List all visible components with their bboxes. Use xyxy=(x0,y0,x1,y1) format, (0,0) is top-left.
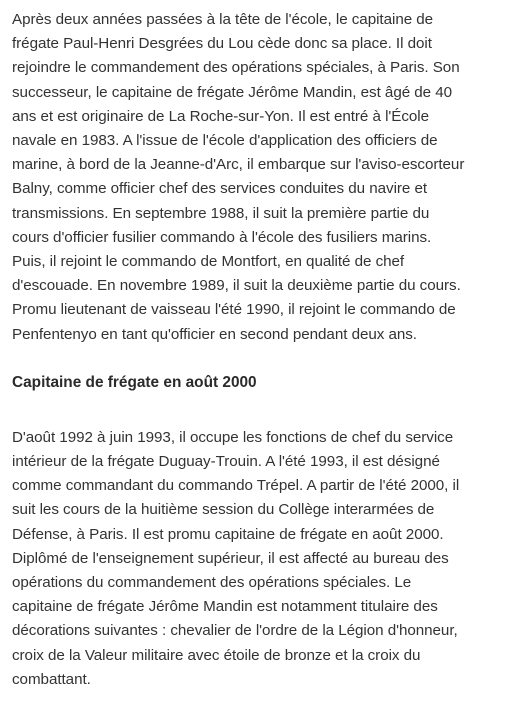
paragraph-line: Défense, à Paris. Il est promu capitaine de frégate en août 2000. xyxy=(12,525,444,543)
paragraph-line: cours d'officier fusilier commando à l'école des fusiliers marins. xyxy=(12,228,432,246)
paragraph-line: Puis, il rejoint le commando de Montfort, en qualité de chef xyxy=(12,253,405,271)
paragraph-line: intérieur de la frégate Duguay-Trouin. A l'été 1993, il est désigné xyxy=(12,453,440,471)
paragraph-line: Diplômé de l'enseignement supérieur, il est affecté au bureau des xyxy=(12,549,449,567)
paragraph-line: Après deux années passées à la tête de l'école, le capitaine de xyxy=(12,11,434,28)
paragraph-line: opérations du commandement des opérations spéciales. Le xyxy=(12,574,412,592)
paragraph-2 xyxy=(12,426,499,692)
paragraph-line: suit les cours de la huitième session du Collège interarmées de xyxy=(12,501,435,519)
paragraph-line: décorations suivantes : chevalier de l'ordre de la Légion d'honneur, xyxy=(12,622,458,640)
paragraph-line: rejoindre le commandement des opérations spéciales, à Paris. Son xyxy=(12,59,460,77)
paragraph-line: marine, à bord de la Jeanne-d'Arc, il embarque sur l'aviso-escorteur xyxy=(12,156,465,174)
paragraph-line: Penfentenyo en tant qu'officier en second pendant deux ans. xyxy=(12,325,417,343)
paragraph-1 xyxy=(12,8,499,347)
paragraph-line: frégate Paul-Henri Desgrées du Lou cède donc sa place. Il doit xyxy=(12,35,432,53)
paragraph-line: successeur, le capitaine de frégate Jérôme Mandin, est âgé de 40 xyxy=(12,83,453,101)
paragraph-line: comme commandant du commando Trépel. A partir de l'été 2000, il xyxy=(12,477,460,495)
paragraph-line: transmissions. En septembre 1988, il suit la première partie du xyxy=(12,204,430,222)
paragraph-line: navale en 1983. A l'issue de l'école d'application des officiers de xyxy=(12,132,438,150)
paragraph-line: d'escouade. En novembre 1989, il suit la deuxième partie du cours. xyxy=(12,277,461,295)
paragraph-line: D'août 1992 à juin 1993, il occupe les fonctions de chef du service xyxy=(12,428,454,446)
paragraph-line: Promu lieutenant de vaisseau l'été 1990, il rejoint le commando de xyxy=(12,301,456,319)
section-heading: Capitaine de frégate en août 2000 xyxy=(12,373,257,391)
paragraph-line: combattant. xyxy=(12,670,91,688)
paragraph-line: ans et est originaire de La Roche-sur-Yon. Il est entré à l'École xyxy=(12,107,429,125)
paragraph-line: Balny, comme officier chef des services conduites du navire et xyxy=(12,180,428,198)
paragraph-line: capitaine de frégate Jérôme Mandin est notamment titulaire des xyxy=(12,598,438,616)
paragraph-line: croix de la Valeur militaire avec étoile de bronze et la croix du xyxy=(12,646,421,664)
